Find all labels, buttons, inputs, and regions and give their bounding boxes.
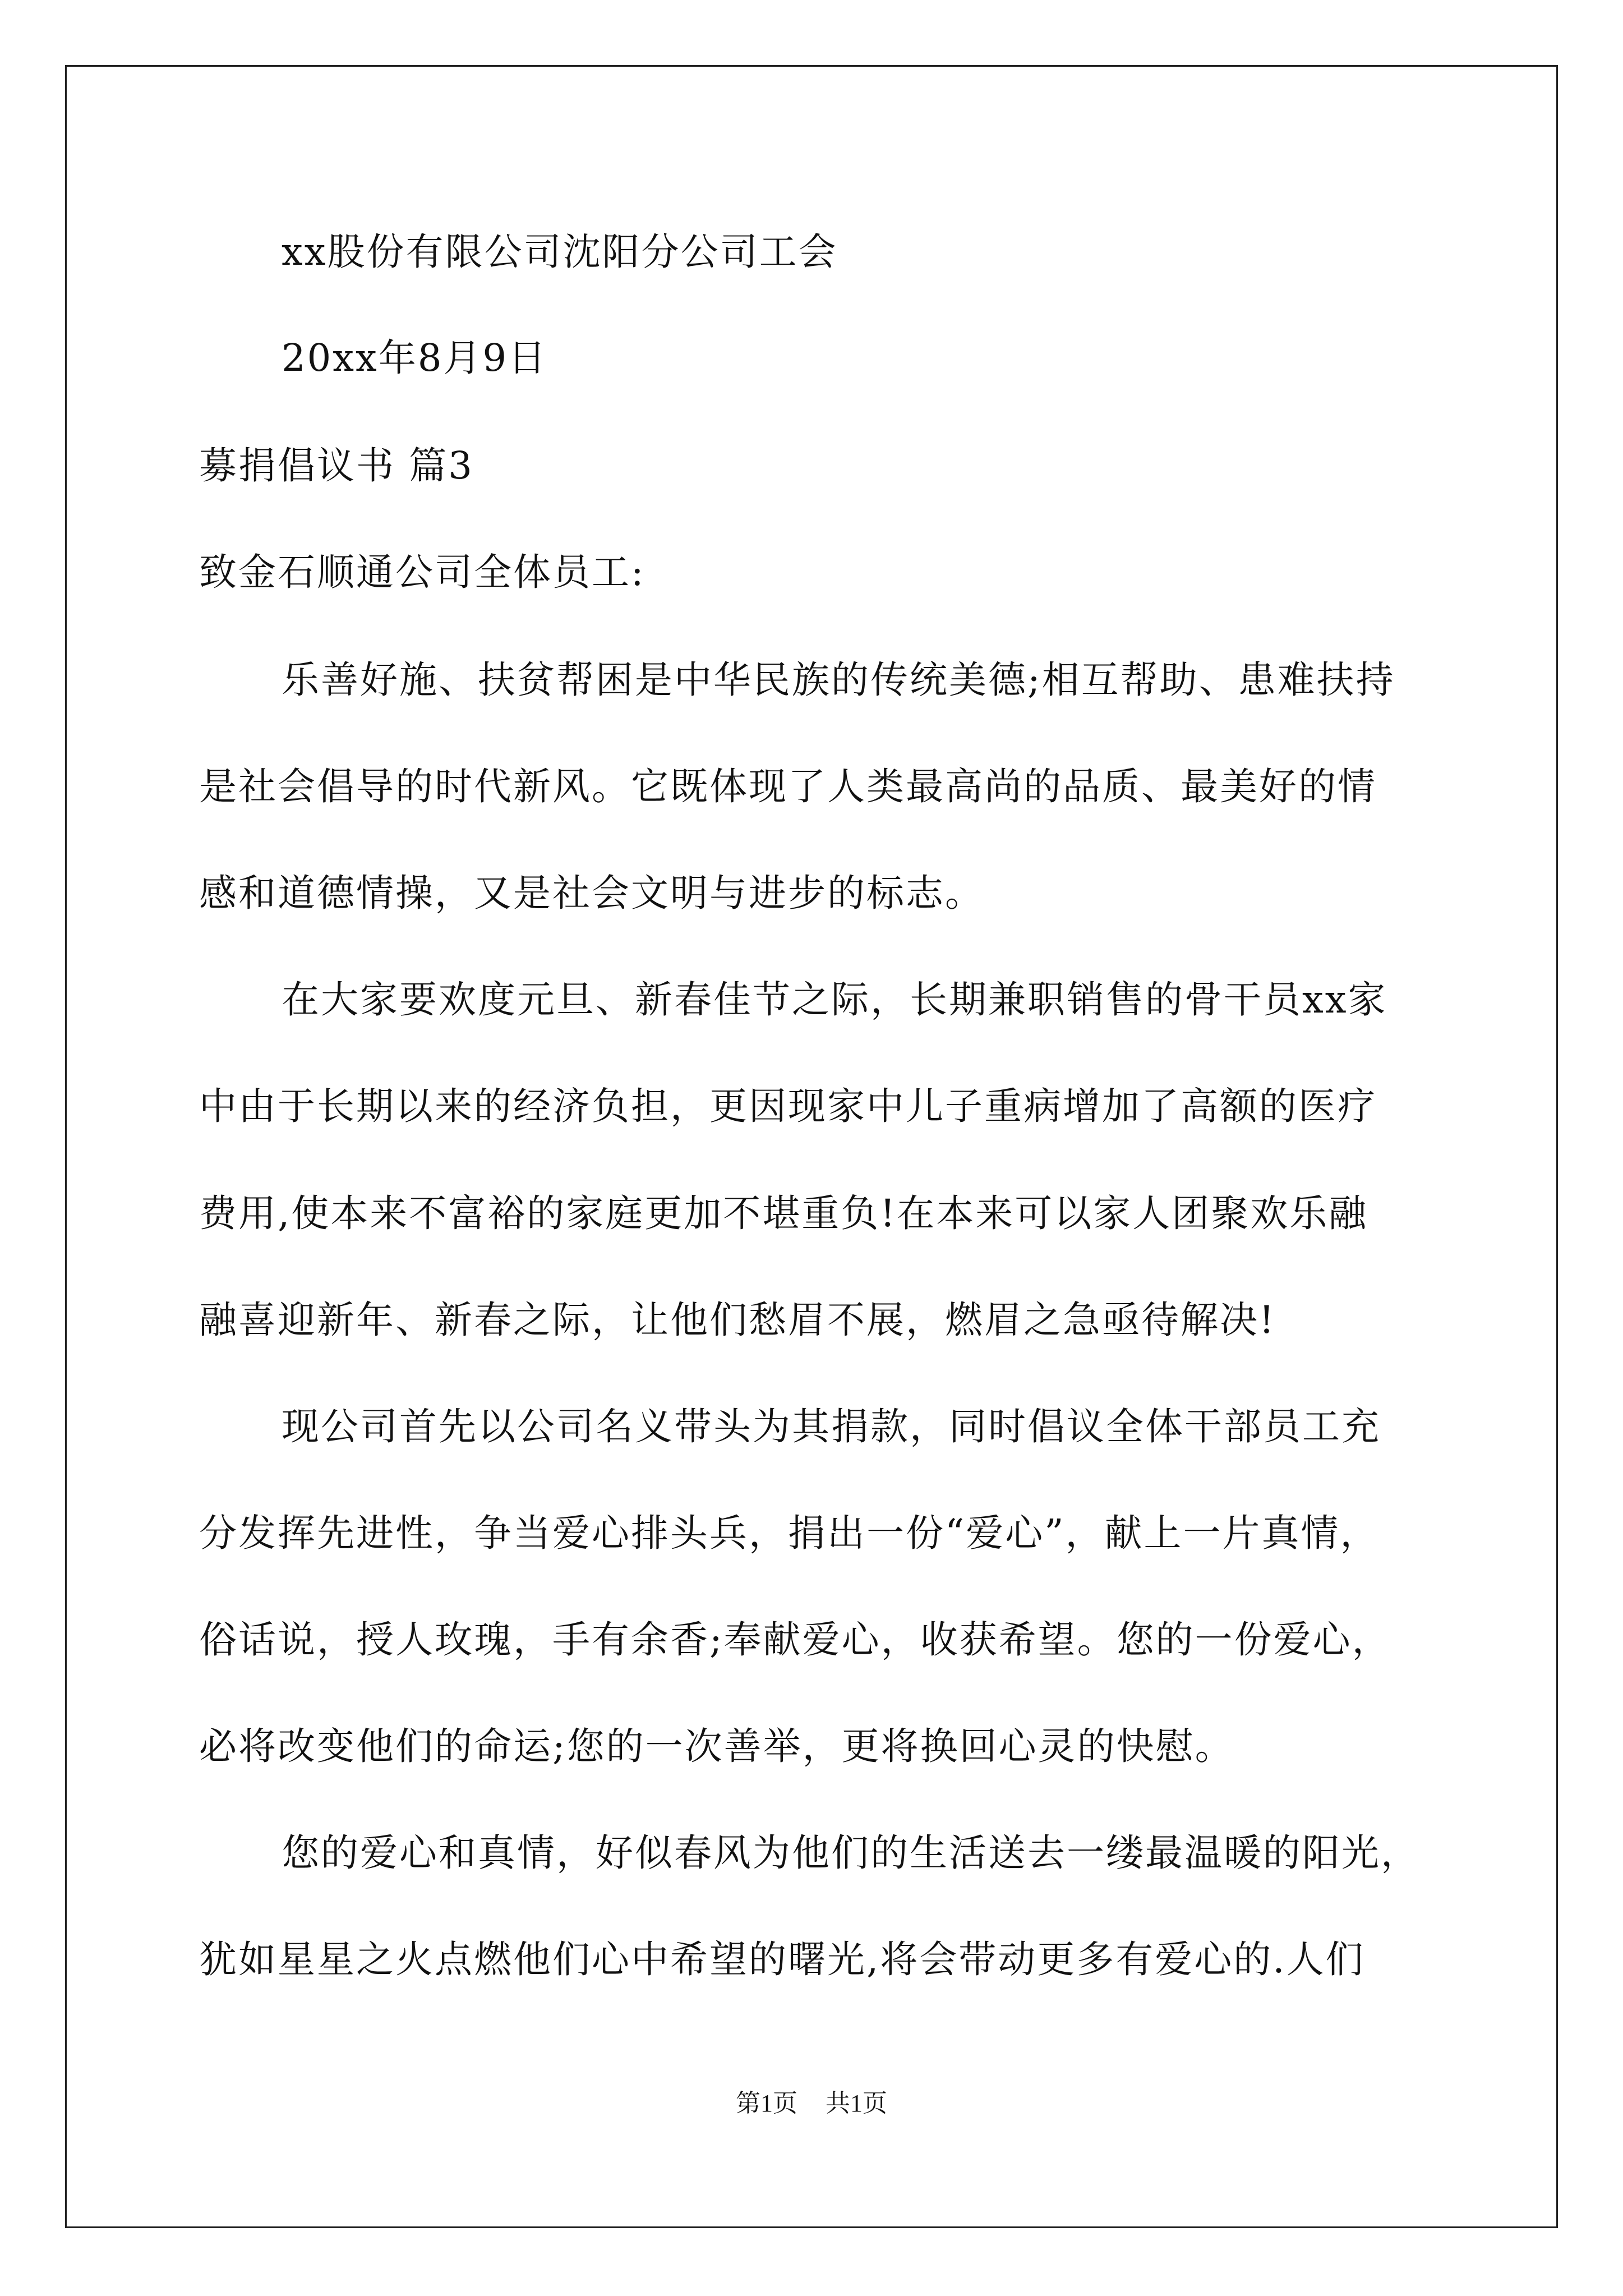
paragraph-line: 中由于长期以来的经济负担，更因现家中儿子重病增加了高额的医疗	[199, 1084, 1377, 1128]
paragraph-line: 必将改变他们的命运;您的一次善举，更将换回心灵的快慰。	[199, 1724, 1234, 1768]
signature-organization: xx股份有限公司沈阳分公司工会	[282, 230, 838, 274]
page-number: 第1页	[736, 2090, 797, 2117]
paragraph-line: 感和道德情操，又是社会文明与进步的标志。	[199, 871, 984, 915]
paragraph-line: 现公司首先以公司名义带头为其捐款，同时倡议全体干部员工充	[282, 1405, 1381, 1448]
paragraph-line: 分发挥先进性，争当爱心排头兵，捐出一份“爱心”，献上一片真情，	[199, 1511, 1380, 1555]
paragraph-line: 在大家要欢度元旦、新春佳节之际，长期兼职销售的骨干员xx家	[282, 978, 1387, 1022]
salutation: 致金石顺通公司全体员工:	[199, 550, 645, 594]
paragraph-line: 俗话说，授人玫瑰，手有余香;奉献爱心，收获希望。您的一份爱心，	[199, 1618, 1391, 1662]
page-total: 共1页	[826, 2090, 887, 2117]
page-footer	[0, 2087, 1623, 2120]
paragraph-line: 乐善好施、扶贫帮困是中华民族的传统美德;相互帮助、患难扶持	[282, 658, 1395, 702]
paragraph-line: 费用,使本来不富裕的家庭更加不堪重负!在本来可以家人团聚欢乐融	[199, 1191, 1368, 1235]
signature-date: 20xx年8月9日	[282, 336, 548, 380]
section-heading: 募捐倡议书 篇3	[199, 444, 474, 487]
paragraph-line: 是社会倡导的时代新风。它既体现了人类最高尚的品质、最美好的情	[199, 765, 1377, 808]
page-border	[65, 65, 1558, 2228]
paragraph-line: 犹如星星之火点燃他们心中希望的曙光,将会带动更多有爱心的.人们	[199, 1938, 1365, 1981]
paragraph-line: 融喜迎新年、新春之际，让他们愁眉不展，燃眉之急亟待解决!	[199, 1298, 1276, 1342]
paragraph-line: 您的爱心和真情，好似春风为他们的生活送去一缕最温暖的阳光，	[282, 1831, 1420, 1875]
